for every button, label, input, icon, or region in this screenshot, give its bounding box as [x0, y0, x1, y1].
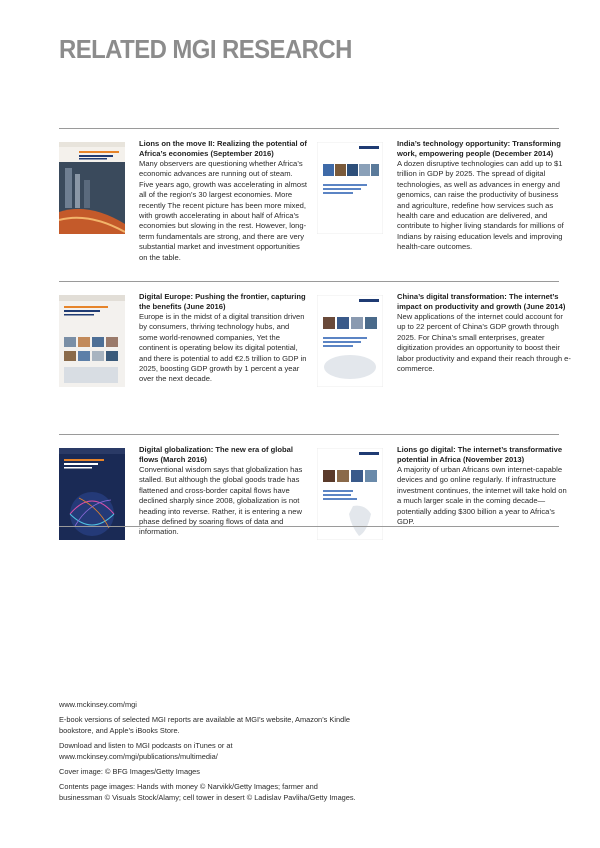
report-description: Many observers are questioning whether Africa’s economic advances are running out of steam. Five years ago, growth was accelerating in almost all of the region’s 30 largest economies. More recently The recent picture has been more mixed, with growth accelerating in about half of Africa’s economies but slowing in the rest. However, long-term fundamentals are strong, and there are very substantial market and investment opportunities on the table. [139, 159, 307, 262]
report-title[interactable]: Lions go digital: The internet’s transformative potential in Africa (November 2013) [397, 445, 563, 464]
report-description: Conventional wisdom says that globalization has stalled. But although the global goods trade has flattened and cross-border capital flows have declined sharply since 2008, globalization is not heading into reverse. Rather, it is entering a new phase defined by soaring flows of data and information. [139, 465, 303, 537]
report-card-lions-go-digital[interactable] [317, 445, 567, 563]
report-card-india-technology[interactable] [317, 139, 564, 257]
report-description: A majority of urban Africans own internet-capable devices and go online regularly. If infrastructure investment continues, the internet will take hold on a much larger scale in the coming decade—potentially adding $300 billion a year to Africa’s GDP. [397, 465, 567, 527]
report-cover-india-technology[interactable] [317, 142, 383, 234]
report-card-digital-globalization[interactable] [59, 445, 303, 563]
report-card-lions-on-the-move[interactable] [59, 139, 307, 262]
report-title[interactable]: Digital globalization: The new era of global flows (March 2016) [139, 445, 293, 464]
report-card-china-digital[interactable] [317, 292, 571, 410]
research-row [59, 128, 564, 262]
report-text [397, 445, 572, 527]
podcast-note: Download and listen to MGI podcasts on iTunes or at www.mckinsey.com/mgi/publications/multimedia/ [59, 741, 233, 761]
report-description: A dozen disruptive technologies can add up to $1 trillion in GDP by 2025. The spread of digital technologies, as well as advances in energy and genomics, can raise the productivity of business and agriculture, redefine how services such as health care and education are delivered, and contribute to higher living standards for millions of Indians by raising education levels and improving health-care outcomes. [397, 159, 564, 252]
website-link[interactable]: www.mckinsey.com/mgi [59, 700, 137, 709]
report-text [139, 139, 309, 263]
report-text [139, 292, 309, 385]
footer [59, 700, 359, 808]
report-title[interactable]: Lions on the move II: Realizing the potential of Africa’s economies (September 2016) [139, 139, 307, 158]
page-title: RELATED MGI RESEARCH [59, 34, 352, 64]
report-text [397, 292, 572, 374]
report-title[interactable]: India’s technology opportunity: Transforming work, empowering people (December 2014) [397, 139, 561, 158]
related-research-grid [59, 128, 571, 537]
report-description: Europe is in the midst of a digital transition driven by consumers, thriving technology hubs, and some world-renowned companies, Yet the continent is operating below its digital potential, and there is potential to add €2.5 trillion to GDP in 2025, boosting GDP growth by 1 percent a year over the next decade. [139, 312, 307, 384]
research-row [59, 434, 567, 563]
report-title[interactable]: China’s digital transformation: The internet’s impact on productivity and growth (June 2014) [397, 292, 566, 311]
research-row [59, 281, 571, 410]
report-text [139, 445, 309, 538]
cover-image-credit: Cover image: © BFG Images/Getty Images [59, 767, 200, 777]
report-cover-china-digital[interactable] [317, 295, 383, 387]
contents-image-credit: Contents page images: Hands with money © Narvikk/Getty Images; farmer and businessman © Visuals Stock/Alamy; cell tower in desert © Ladislav Pavliha/Getty Images. [59, 782, 356, 802]
ebook-note: E-book versions of selected MGI reports are available at MGI’s website, Amazon’s Kindle bookstore, and Apple’s iBooks Store. [59, 715, 350, 735]
report-description: New applications of the internet could account for up to 22 percent of China’s GDP growth through 2025. For China’s small enterprises, greater digitization provides an opportunity to boost their labor productivity and expand their reach through e-commerce. [397, 312, 571, 374]
report-text [397, 139, 572, 253]
bottom-divider [59, 526, 559, 527]
report-title[interactable]: Digital Europe: Pushing the frontier, capturing the benefits (June 2016) [139, 292, 306, 311]
report-cover-digital-europe[interactable] [59, 295, 125, 387]
report-cover-lions-on-the-move[interactable] [59, 142, 125, 234]
report-card-digital-europe[interactable] [59, 292, 307, 410]
